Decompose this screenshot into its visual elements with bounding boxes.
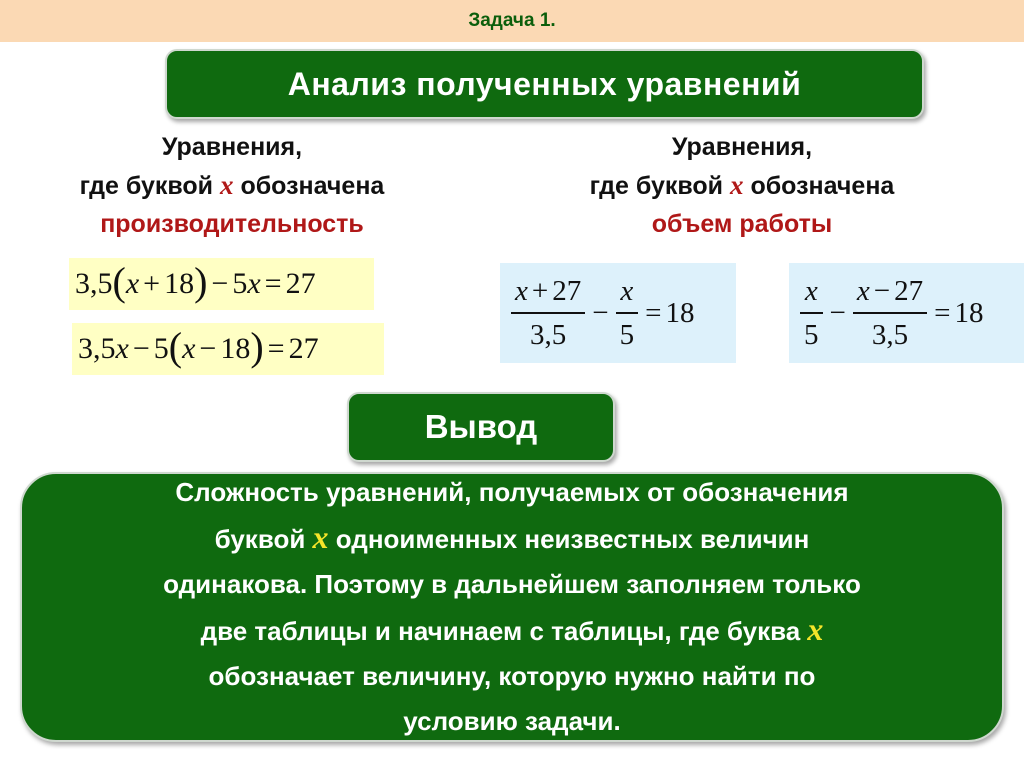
fraction-1b-denominator: 5 (619, 319, 635, 351)
eq1-rparen: ) (194, 259, 208, 304)
eq2-minus2: − (199, 332, 217, 365)
frac2-rhs: 18 (954, 296, 984, 329)
eq1-rhs: 27 (285, 267, 316, 300)
right-variable-x: x (730, 170, 744, 200)
conclusion-variable-x-2: x (807, 611, 824, 647)
task-title: Задача 1. (468, 10, 556, 31)
eq2-18: 18 (220, 332, 251, 365)
eq1-x2: x (247, 267, 261, 300)
right-caption-prefix: где буквой (589, 172, 730, 200)
right-highlight: объем работы (651, 210, 833, 238)
eq1-minus: − (211, 267, 229, 300)
left-column-caption (12, 128, 452, 243)
fraction-1a-denominator: 3,5 (529, 319, 567, 351)
frac1-num-x: x (515, 275, 528, 307)
conclusion-button[interactable] (347, 392, 615, 462)
frac1-equals: = (645, 296, 662, 329)
eq1-five: 5 (232, 267, 248, 300)
conclusion-line-2 (215, 515, 810, 562)
fraction-2b-denominator: 3,5 (871, 319, 909, 351)
fraction-2a (800, 274, 823, 352)
eq2-minus: − (132, 332, 150, 365)
eq2-rhs: 27 (288, 332, 319, 365)
conclusion-button-label: Вывод (424, 408, 538, 445)
frac1-rhs: 18 (665, 296, 695, 329)
equation-1 (69, 258, 374, 310)
fraction-2b-numerator (853, 274, 927, 308)
conclusion-line-4 (201, 607, 824, 654)
eq1-lparen: ( (112, 259, 126, 304)
conclusion-line-6: условию задачи. (403, 706, 621, 736)
conclusion-variable-x: x (312, 519, 329, 555)
fraction-2a-denominator: 5 (804, 319, 819, 351)
right-column-caption (522, 128, 962, 243)
frac1-num-op: + (531, 275, 549, 307)
left-caption-prefix: где буквой (79, 172, 220, 200)
fraction-bar (853, 312, 927, 314)
right-caption-line2 (522, 166, 962, 205)
fraction-2a-numerator: x (804, 275, 818, 307)
fraction-bar (511, 312, 585, 314)
left-caption-suffix: обозначена (233, 172, 385, 200)
frac2-equals: = (934, 296, 951, 329)
header-bar (0, 0, 1024, 42)
eq2-x: x (115, 332, 129, 365)
eq2-x2: x (182, 332, 196, 365)
frac2-num-x: x (856, 275, 870, 307)
left-caption-line1: Уравнения, (161, 133, 303, 161)
eq1-18: 18 (164, 267, 195, 300)
left-caption-line2 (12, 166, 452, 205)
eq2-equals: = (267, 332, 285, 365)
conclusion-line-5: обозначает величину, которую нужно найти по (208, 661, 816, 691)
main-title-banner (165, 49, 924, 119)
fraction-bar (616, 312, 639, 314)
conclusion-line-2a: буквой (214, 524, 313, 554)
eq2-rparen: ) (250, 324, 264, 369)
eq1-plus: + (143, 267, 161, 300)
frac2-num-n: 27 (894, 275, 924, 307)
frac2-minus: − (829, 296, 846, 329)
left-variable-x: x (220, 170, 234, 200)
conclusion-line-3: одинакова. Поэтому в дальнейшем заполняем только (163, 569, 861, 599)
fraction-1a-numerator (511, 274, 585, 308)
eq2-five: 5 (153, 332, 169, 365)
right-caption-suffix: обозначена (743, 172, 895, 200)
fraction-equation-2 (789, 263, 1024, 363)
fraction-2b (853, 274, 927, 352)
eq1-coef: 3,5 (75, 267, 113, 300)
conclusion-line-4a: две таблицы и начинаем с таблицы, где буква (200, 616, 808, 646)
fraction-bar (800, 312, 823, 314)
eq1-equals: = (264, 267, 282, 300)
eq2-coef: 3,5 (78, 332, 116, 365)
frac2-num-op: − (873, 275, 891, 307)
equation-2 (72, 323, 384, 375)
eq1-x: x (125, 267, 140, 300)
main-title: Анализ полученных уравнений (287, 65, 802, 102)
fraction-1b (616, 274, 639, 352)
frac1-minus: − (592, 296, 609, 329)
eq2-lparen: ( (168, 324, 183, 369)
left-highlight: производительность (100, 210, 364, 238)
conclusion-line-1: Сложность уравнений, получаемых от обозначения (175, 477, 849, 507)
right-caption-line1: Уравнения, (671, 133, 813, 161)
fraction-equation-1 (500, 263, 736, 363)
fraction-1b-numerator: x (620, 275, 634, 307)
conclusion-panel (20, 472, 1004, 742)
fraction-1a (511, 274, 585, 352)
conclusion-line-2b: одноименных неизвестных величин (328, 524, 810, 554)
frac1-num-n: 27 (552, 275, 582, 307)
